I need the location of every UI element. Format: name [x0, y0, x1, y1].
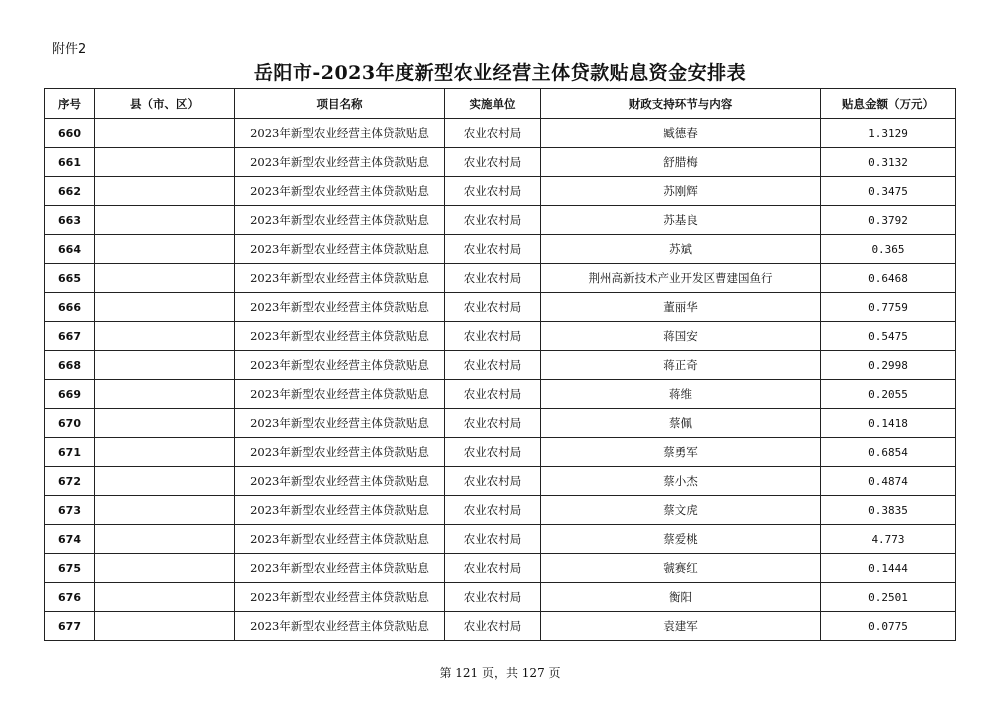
cell-content: 荆州高新技术产业开发区曹建国鱼行	[541, 264, 821, 293]
cell-county	[95, 351, 235, 380]
cell-project: 2023年新型农业经营主体贷款贴息	[235, 351, 445, 380]
cell-amount: 0.2055	[821, 380, 956, 409]
cell-county	[95, 148, 235, 177]
cell-content: 苏基良	[541, 206, 821, 235]
cell-seq: 661	[45, 148, 95, 177]
cell-unit: 农业农村局	[445, 496, 541, 525]
header-county: 县（市、区）	[95, 89, 235, 119]
cell-unit: 农业农村局	[445, 380, 541, 409]
cell-project: 2023年新型农业经营主体贷款贴息	[235, 148, 445, 177]
cell-unit: 农业农村局	[445, 409, 541, 438]
table-row	[45, 496, 956, 525]
cell-amount: 0.3792	[821, 206, 956, 235]
header-amount: 贴息金额（万元）	[821, 89, 956, 119]
cell-seq: 665	[45, 264, 95, 293]
cell-seq: 663	[45, 206, 95, 235]
cell-amount: 0.3835	[821, 496, 956, 525]
cell-county	[95, 496, 235, 525]
cell-project: 2023年新型农业经营主体贷款贴息	[235, 119, 445, 148]
table-row	[45, 351, 956, 380]
header-project: 项目名称	[235, 89, 445, 119]
table-row	[45, 322, 956, 351]
cell-county	[95, 206, 235, 235]
cell-unit: 农业农村局	[445, 583, 541, 612]
cell-content: 蔡佩	[541, 409, 821, 438]
cell-amount: 0.1444	[821, 554, 956, 583]
cell-county	[95, 409, 235, 438]
cell-county	[95, 467, 235, 496]
attachment-label: 附件2	[52, 42, 87, 57]
cell-project: 2023年新型农业经营主体贷款贴息	[235, 264, 445, 293]
cell-unit: 农业农村局	[445, 177, 541, 206]
cell-county	[95, 235, 235, 264]
cell-amount: 4.773	[821, 525, 956, 554]
table-row	[45, 467, 956, 496]
cell-seq: 671	[45, 438, 95, 467]
cell-county	[95, 554, 235, 583]
cell-content: 蔡爱桃	[541, 525, 821, 554]
cell-seq: 666	[45, 293, 95, 322]
cell-county	[95, 177, 235, 206]
table-row	[45, 293, 956, 322]
cell-unit: 农业农村局	[445, 148, 541, 177]
table-row	[45, 264, 956, 293]
cell-content: 袁建军	[541, 612, 821, 641]
table-row	[45, 438, 956, 467]
cell-content: 苏刚辉	[541, 177, 821, 206]
cell-content: 蔡小杰	[541, 467, 821, 496]
cell-seq: 673	[45, 496, 95, 525]
cell-project: 2023年新型农业经营主体贷款贴息	[235, 612, 445, 641]
cell-seq: 676	[45, 583, 95, 612]
cell-amount: 0.6854	[821, 438, 956, 467]
cell-county	[95, 264, 235, 293]
cell-county	[95, 119, 235, 148]
cell-county	[95, 525, 235, 554]
cell-seq: 662	[45, 177, 95, 206]
cell-content: 舒腊梅	[541, 148, 821, 177]
page-title: 岳阳市-2023年度新型农业经营主体贷款贴息资金安排表	[253, 62, 747, 84]
table-row	[45, 235, 956, 264]
table-header-row	[45, 89, 956, 119]
cell-unit: 农业农村局	[445, 119, 541, 148]
cell-unit: 农业农村局	[445, 235, 541, 264]
cell-amount: 0.5475	[821, 322, 956, 351]
table-row	[45, 583, 956, 612]
cell-county	[95, 322, 235, 351]
cell-content: 蒋正奇	[541, 351, 821, 380]
cell-amount: 0.2998	[821, 351, 956, 380]
cell-project: 2023年新型农业经营主体贷款贴息	[235, 206, 445, 235]
table-row	[45, 206, 956, 235]
cell-amount: 0.6468	[821, 264, 956, 293]
cell-county	[95, 380, 235, 409]
cell-unit: 农业农村局	[445, 554, 541, 583]
cell-county	[95, 438, 235, 467]
cell-seq: 660	[45, 119, 95, 148]
cell-amount: 0.365	[821, 235, 956, 264]
cell-unit: 农业农村局	[445, 293, 541, 322]
cell-amount: 0.1418	[821, 409, 956, 438]
cell-content: 虢赛红	[541, 554, 821, 583]
cell-seq: 670	[45, 409, 95, 438]
table-row	[45, 525, 956, 554]
cell-content: 蔡勇军	[541, 438, 821, 467]
cell-project: 2023年新型农业经营主体贷款贴息	[235, 322, 445, 351]
subsidy-table	[44, 88, 956, 641]
cell-project: 2023年新型农业经营主体贷款贴息	[235, 496, 445, 525]
header-unit: 实施单位	[445, 89, 541, 119]
cell-project: 2023年新型农业经营主体贷款贴息	[235, 409, 445, 438]
cell-project: 2023年新型农业经营主体贷款贴息	[235, 525, 445, 554]
cell-content: 苏斌	[541, 235, 821, 264]
cell-seq: 668	[45, 351, 95, 380]
table-row	[45, 409, 956, 438]
table-body	[45, 119, 956, 641]
cell-unit: 农业农村局	[445, 206, 541, 235]
cell-unit: 农业农村局	[445, 264, 541, 293]
cell-unit: 农业农村局	[445, 322, 541, 351]
cell-county	[95, 612, 235, 641]
table-row	[45, 612, 956, 641]
cell-project: 2023年新型农业经营主体贷款贴息	[235, 235, 445, 264]
page-footer: 第 121 页，共 127 页	[439, 666, 561, 680]
cell-county	[95, 293, 235, 322]
cell-seq: 669	[45, 380, 95, 409]
cell-seq: 672	[45, 467, 95, 496]
cell-project: 2023年新型农业经营主体贷款贴息	[235, 583, 445, 612]
cell-project: 2023年新型农业经营主体贷款贴息	[235, 380, 445, 409]
cell-content: 蒋维	[541, 380, 821, 409]
cell-amount: 0.2501	[821, 583, 956, 612]
cell-seq: 664	[45, 235, 95, 264]
cell-seq: 677	[45, 612, 95, 641]
cell-content: 臧德春	[541, 119, 821, 148]
cell-content: 董丽华	[541, 293, 821, 322]
cell-project: 2023年新型农业经营主体贷款贴息	[235, 177, 445, 206]
cell-amount: 0.3132	[821, 148, 956, 177]
cell-seq: 675	[45, 554, 95, 583]
cell-project: 2023年新型农业经营主体贷款贴息	[235, 554, 445, 583]
cell-seq: 667	[45, 322, 95, 351]
cell-content: 蔡文虎	[541, 496, 821, 525]
table-row	[45, 177, 956, 206]
cell-unit: 农业农村局	[445, 438, 541, 467]
cell-amount: 0.3475	[821, 177, 956, 206]
table-row	[45, 380, 956, 409]
cell-project: 2023年新型农业经营主体贷款贴息	[235, 293, 445, 322]
header-content: 财政支持环节与内容	[541, 89, 821, 119]
cell-seq: 674	[45, 525, 95, 554]
cell-unit: 农业农村局	[445, 525, 541, 554]
cell-county	[95, 583, 235, 612]
cell-amount: 0.4874	[821, 467, 956, 496]
cell-content: 衡阳	[541, 583, 821, 612]
table-row	[45, 554, 956, 583]
cell-amount: 1.3129	[821, 119, 956, 148]
cell-content: 蒋国安	[541, 322, 821, 351]
cell-amount: 0.7759	[821, 293, 956, 322]
cell-unit: 农业农村局	[445, 612, 541, 641]
cell-unit: 农业农村局	[445, 351, 541, 380]
cell-project: 2023年新型农业经营主体贷款贴息	[235, 438, 445, 467]
table-row	[45, 148, 956, 177]
cell-unit: 农业农村局	[445, 467, 541, 496]
table-row	[45, 119, 956, 148]
cell-project: 2023年新型农业经营主体贷款贴息	[235, 467, 445, 496]
header-seq: 序号	[45, 89, 95, 119]
cell-amount: 0.0775	[821, 612, 956, 641]
